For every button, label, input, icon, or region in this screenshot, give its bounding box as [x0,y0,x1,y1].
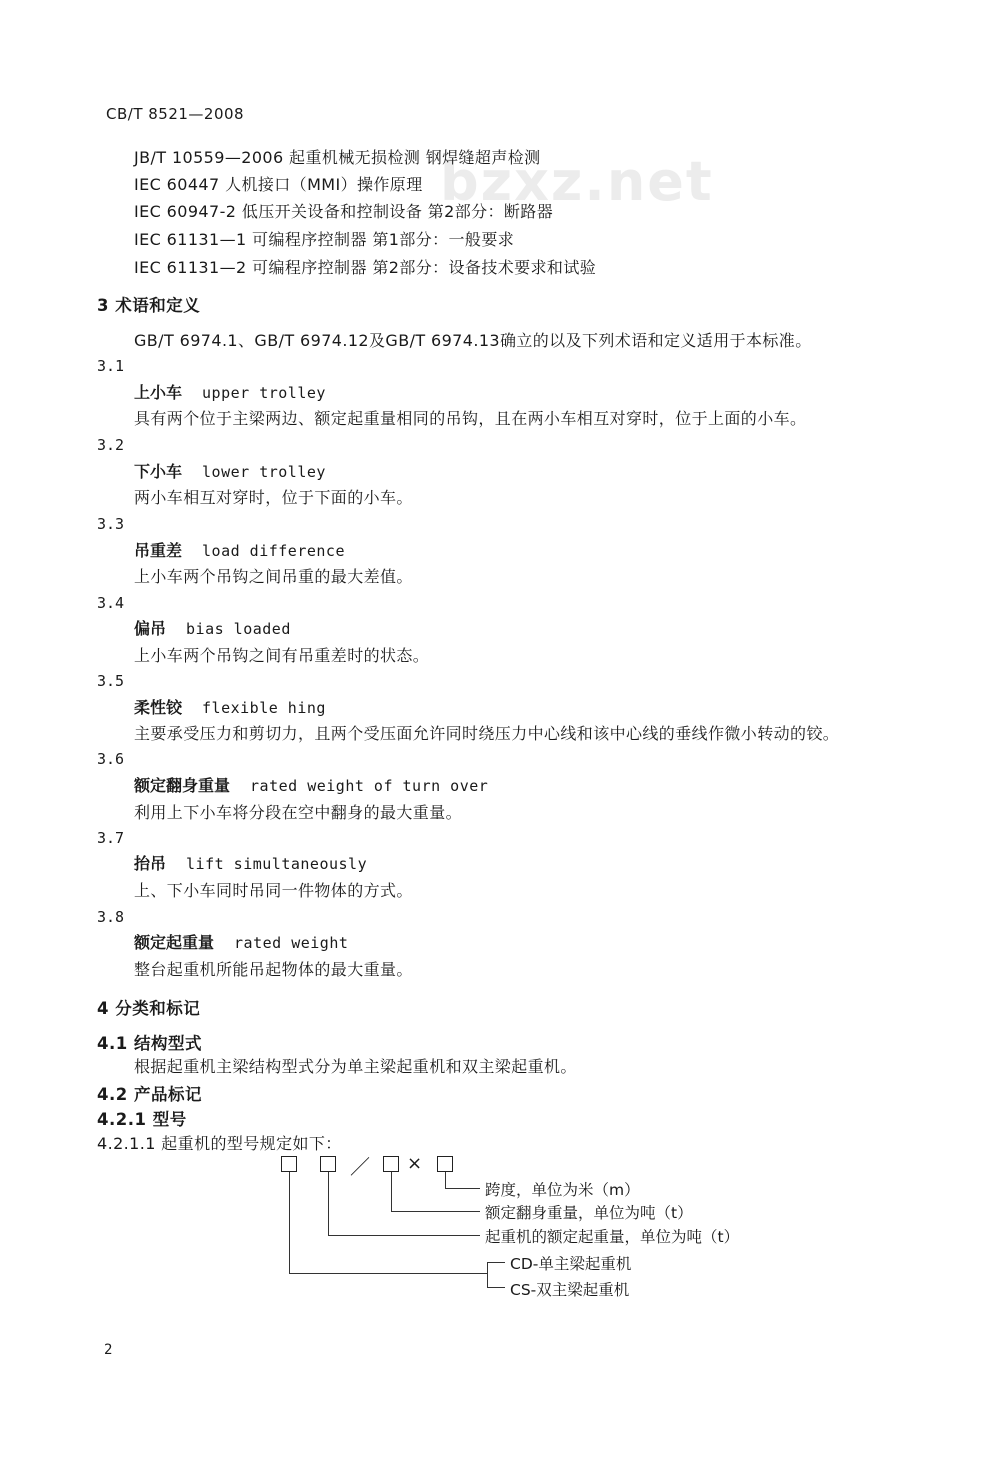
term-chinese: 额定起重量 [134,933,215,952]
bracket-line [487,1287,505,1288]
term-definition: 利用上下小车将分段在空中翻身的最大重量。 [134,803,463,822]
term-title [134,538,345,561]
designation-box [320,1156,336,1172]
term-title [134,851,367,874]
subsection-heading: 4.2 产品标记 [97,1085,202,1104]
term-number: 3.6 [97,750,125,768]
term-title [134,930,348,953]
subsection-heading: 4.2.1 型号 [97,1110,187,1129]
double-girder-label: CS-双主梁起重机 [510,1281,630,1299]
designation-box [383,1156,399,1172]
leader-line [289,1273,487,1274]
term-english: lower trolley [202,463,326,481]
term-definition: 上小车两个吊钩之间有吊重差时的状态。 [134,646,430,665]
term-number: 3.3 [97,515,125,533]
term-definition: 上小车两个吊钩之间吊重的最大差值。 [134,567,413,586]
turnover-weight-label: 额定翻身重量，单位为吨（t） [485,1204,693,1222]
term-definition: 具有两个位于主梁两边、额定起重量相同的吊钩，且在两小车相互对穿时，位于上面的小车。 [134,409,807,428]
bracket-line [487,1262,505,1263]
term-number: 3.1 [97,357,125,375]
section-heading: 4 分类和标记 [97,999,201,1018]
span-label: 跨度，单位为米（m） [485,1181,640,1199]
term-title [134,380,326,403]
term-number: 3.8 [97,908,125,926]
term-chinese: 吊重差 [134,541,183,560]
section-heading: 3 术语和定义 [97,296,201,315]
leader-line [391,1211,480,1212]
term-definition: 上、下小车同时吊同一件物体的方式。 [134,881,413,900]
reference-item: JB/T 10559—2006 起重机械无损检测 钢焊缝超声检测 [134,148,541,167]
document-code: CB/T 8521—2008 [106,105,245,123]
term-chinese: 额定翻身重量 [134,776,231,795]
leader-line [445,1172,446,1189]
term-chinese: 下小车 [134,462,183,481]
term-english: bias loaded [186,620,291,638]
designation-box [437,1156,453,1172]
term-definition: 整台起重机所能吊起物体的最大重量。 [134,960,413,979]
term-definition: 主要承受压力和剪切力，且两个受压面允许同时绕压力中心线和该中心线的垂线作微小转动的铰。 [134,724,840,743]
term-number: 3.2 [97,436,125,454]
term-chinese: 柔性铰 [134,698,183,717]
term-number: 3.4 [97,594,125,612]
leader-line [328,1235,480,1236]
term-title [134,459,326,482]
times-symbol: × [407,1153,423,1174]
page-number: 2 [104,1342,113,1358]
subsection-text: 根据起重机主梁结构型式分为单主梁起重机和双主梁起重机。 [134,1057,577,1076]
reference-item: IEC 60947-2 低压开关设备和控制设备 第2部分：断路器 [134,202,554,221]
term-chinese: 偏吊 [134,619,167,638]
term-english: load difference [202,542,345,560]
term-english: upper trolley [202,384,326,402]
term-chinese: 抬吊 [134,854,167,873]
rated-capacity-label: 起重机的额定起重量，单位为吨（t） [485,1228,740,1246]
bracket-line [487,1262,488,1288]
term-number: 3.7 [97,829,125,847]
term-definition: 两小车相互对穿时，位于下面的小车。 [134,488,413,507]
reference-item: IEC 61131—2 可编程序控制器 第2部分：设备技术要求和试验 [134,258,597,277]
section-intro: GB/T 6974.1、GB/T 6974.12及GB/T 6974.13确立的以及下列术语和定义适用于本标准。 [134,331,812,350]
term-english: rated weight [234,934,349,952]
leader-line [328,1172,329,1236]
leader-line [391,1172,392,1212]
slash-symbol: ／ [350,1155,370,1179]
term-english: lift simultaneously [186,855,368,873]
term-title [134,616,291,639]
leader-line [289,1172,290,1274]
term-english: flexible hing [202,699,326,717]
leader-line [445,1188,480,1189]
reference-item: IEC 60447 人机接口（MMI）操作原理 [134,175,423,194]
clause-text: 4.2.1.1 起重机的型号规定如下： [97,1134,342,1153]
term-title [134,695,326,718]
designation-box [281,1156,297,1172]
term-chinese: 上小车 [134,383,183,402]
term-english: rated weight of turn over [250,777,489,795]
reference-item: IEC 61131—1 可编程序控制器 第1部分：一般要求 [134,230,515,249]
subsection-heading: 4.1 结构型式 [97,1034,202,1053]
term-number: 3.5 [97,672,125,690]
watermark: bzxz.net [440,150,714,213]
term-title [134,773,488,796]
single-girder-label: CD-单主梁起重机 [510,1255,632,1273]
